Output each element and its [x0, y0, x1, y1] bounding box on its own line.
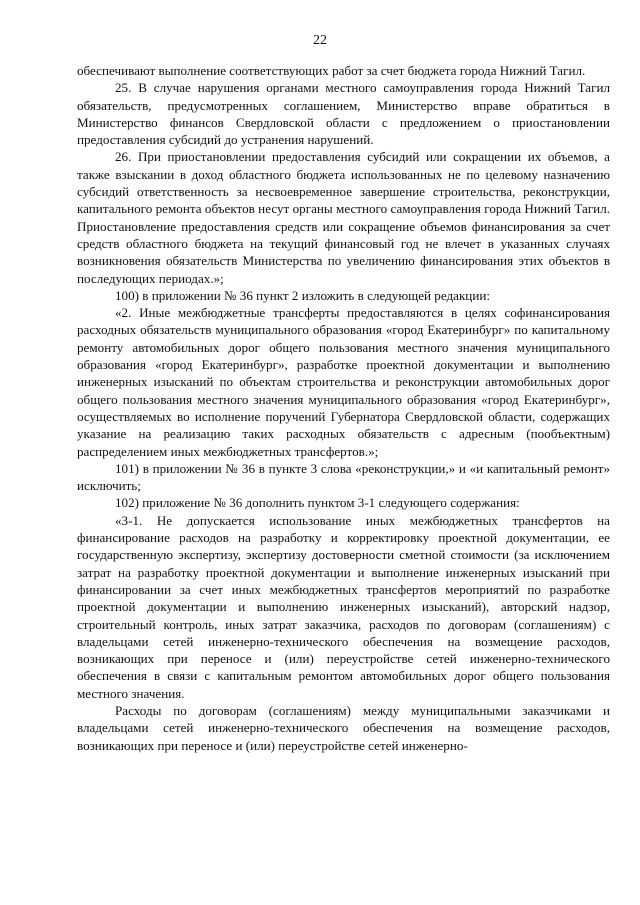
paragraph-amendment-101: 101) в приложении № 36 в пункте 3 слова «реконструкции,» и «и капитальный ремонт» исключить; [77, 460, 610, 494]
paragraph-quoted-item-2: «2. Иные межбюджетные трансферты предоставляются в целях софинансирования расходных обязательств муниципального образования «город Екатеринбург» по капитальному ремонту автомобильных дорог общего пользования местного значения муниципального образования «город Екатеринбург», разработке проектной документации и выполнению инженерных изысканий по объектам строительства и реконструкции автомобильных дорог общего пользования местного значения муниципального образования «город Екатеринбург», осуществляемых во исполнение поручений Губернатора Свердловской области, содержащих указание на реализацию таких расходных обязательств с адресным (пообъектным) распределением иных межбюджетных трансфертов.»; [77, 305, 610, 459]
paragraph-quoted-item-3-1: «3-1. Не допускается использование иных межбюджетных трансфертов на финансирование расходов на разработку и корректировку проектной документации, ее государственную экспертизу, экспертизу достоверности сметной стоимости (за исключением затрат на разработку проектной документации и выполнение инженерных изысканий при финансировании за счет иных межбюджетных трансфертов мероприятий по разработке проектной документации и выполнению инженерных изысканий), авторский надзор, строительный контроль, иных затрат заказчика, расходов по договорам (соглашениям) с владельцами сетей инженерно-технического обеспечения на возмещение расходов, возникающих при переносе и (или) переустройстве сетей инженерно-технического обеспечения в связи с капитальным ремонтом автомобильных дорог общего пользования местного значения. [77, 512, 610, 701]
body-text [77, 62, 610, 754]
paragraph-amendment-100: 100) в приложении № 36 пункт 2 изложить в следующей редакции: [115, 287, 490, 303]
paragraph-amendment-102: 102) приложение № 36 дополнить пунктом 3-1 следующего содержания: [115, 495, 520, 511]
paragraph-item-25: 25. В случае нарушения органами местного самоуправления города Нижний Тагил обязательств, предусмотренных соглашением, Министерство вправе обратиться в Министерство финансов Свердловской области с предложением о приостановлении предоставления субсидий до устранения нарушений. [77, 80, 610, 148]
page-number: 22 [313, 33, 327, 48]
paragraph-expenses: Расходы по договорам (соглашениям) между муниципальными заказчиками и владельцами сетей инженерно-технического обеспечения на возмещение расходов, возникающих при переносе и (или) переустройстве сетей инженерно- [77, 702, 610, 753]
paragraph-item-26: 26. При приостановлении предоставления субсидий или сокращении их объемов, а также взыскании в доход областного бюджета использованных не по целевому назначению субсидий ответственность за несвоевременное завершение строительства, реконструкции, капитального ремонта объектов несут органы местного самоуправления города Нижний Тагил. Приостановление предоставления средств или сокращение объемов финансирования за счет средств областного бюджета на текущий финансовый год не влечет в указанных случаях возникновения обязательств Министерства по увеличению финансирования этих объектов в последующих периодах.»; [77, 149, 610, 286]
paragraph-continuation: обеспечивают выполнение соответствующих работ за счет бюджета города Нижний Тагил. [77, 63, 586, 78]
